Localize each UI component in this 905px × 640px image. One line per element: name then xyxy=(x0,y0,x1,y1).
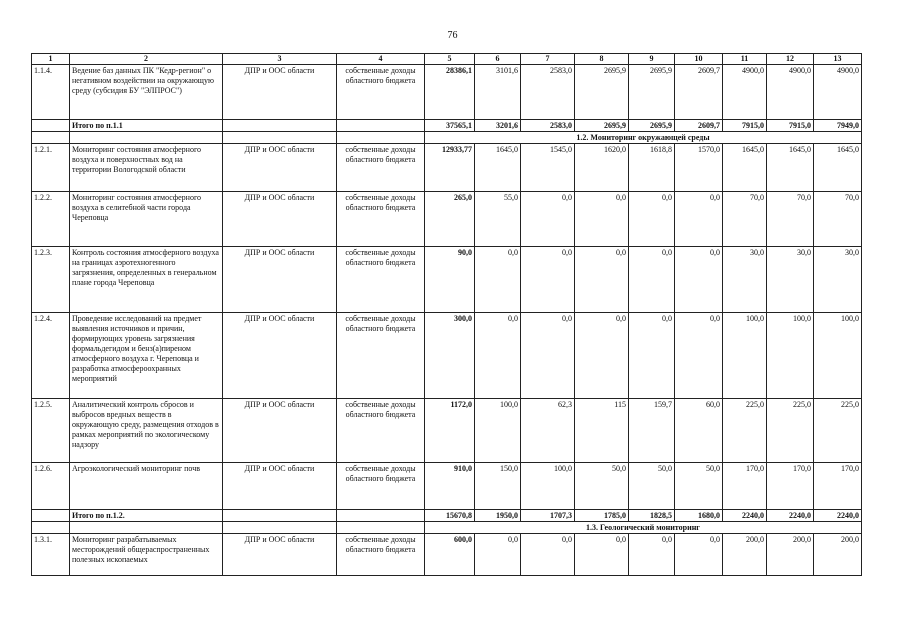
item-executor: ДПР и ООС области xyxy=(223,534,337,576)
value-cell: 600,0 xyxy=(425,534,475,576)
total-value: 2240,0 xyxy=(767,510,814,522)
value-cell: 0,0 xyxy=(629,247,675,313)
total-value: 1680,0 xyxy=(675,510,723,522)
total-value: 2695,9 xyxy=(629,120,675,132)
value-cell: 100,0 xyxy=(767,313,814,399)
total-value: 3201,6 xyxy=(475,120,521,132)
section-spacer xyxy=(337,132,425,144)
section-spacer xyxy=(337,522,425,534)
value-cell: 225,0 xyxy=(814,399,862,463)
value-cell: 225,0 xyxy=(767,399,814,463)
value-cell: 159,7 xyxy=(629,399,675,463)
total-value: 1707,3 xyxy=(521,510,575,522)
item-executor: ДПР и ООС области xyxy=(223,399,337,463)
value-cell: 1570,0 xyxy=(675,144,723,192)
value-cell: 30,0 xyxy=(767,247,814,313)
total-value: 37565,1 xyxy=(425,120,475,132)
item-number: 1.2.5. xyxy=(32,399,70,463)
budget-table xyxy=(31,53,862,576)
value-cell: 100,0 xyxy=(723,313,767,399)
value-cell: 70,0 xyxy=(814,192,862,247)
value-cell: 0,0 xyxy=(521,192,575,247)
item-executor: ДПР и ООС области xyxy=(223,192,337,247)
total-spacer xyxy=(223,510,337,522)
column-header: 12 xyxy=(767,54,814,65)
total-value: 2609,7 xyxy=(675,120,723,132)
value-cell: 50,0 xyxy=(575,463,629,510)
total-value: 1950,0 xyxy=(475,510,521,522)
total-spacer xyxy=(223,120,337,132)
item-number: 1.2.3. xyxy=(32,247,70,313)
column-header: 5 xyxy=(425,54,475,65)
value-cell: 300,0 xyxy=(425,313,475,399)
value-cell: 0,0 xyxy=(575,534,629,576)
value-cell: 200,0 xyxy=(723,534,767,576)
value-cell: 4900,0 xyxy=(814,65,862,120)
section-spacer xyxy=(32,132,70,144)
total-value: 1785,0 xyxy=(575,510,629,522)
item-funding-source: собственные доходы областного бюджета xyxy=(337,144,425,192)
column-header: 10 xyxy=(675,54,723,65)
item-number: 1.3.1. xyxy=(32,534,70,576)
value-cell: 0,0 xyxy=(629,534,675,576)
value-cell: 0,0 xyxy=(521,313,575,399)
value-cell: 3101,6 xyxy=(475,65,521,120)
column-header: 11 xyxy=(723,54,767,65)
total-spacer xyxy=(32,120,70,132)
item-number: 1.2.6. xyxy=(32,463,70,510)
value-cell: 115 xyxy=(575,399,629,463)
value-cell: 0,0 xyxy=(475,534,521,576)
item-funding-source: собственные доходы областного бюджета xyxy=(337,65,425,120)
item-name: Мониторинг состояния атмосферного воздуха в селитебной части города Череповца xyxy=(70,192,223,247)
value-cell: 55,0 xyxy=(475,192,521,247)
total-value: 7949,0 xyxy=(814,120,862,132)
section-spacer xyxy=(70,522,223,534)
item-name: Контроль состояния атмосферного воздуха на границах аэротехногенного загрязнения, определенных в генеральном плане города Череповца xyxy=(70,247,223,313)
value-cell: 100,0 xyxy=(521,463,575,510)
table-row xyxy=(32,192,862,247)
total-value: 7915,0 xyxy=(723,120,767,132)
value-cell: 265,0 xyxy=(425,192,475,247)
column-header: 4 xyxy=(337,54,425,65)
total-spacer xyxy=(337,510,425,522)
item-name: Аналитический контроль сбросов и выбросов вредных веществ в окружающую среду, размещения отходов в рамках мероприятий по экологическому надзору xyxy=(70,399,223,463)
value-cell: 70,0 xyxy=(767,192,814,247)
item-number: 1.2.4. xyxy=(32,313,70,399)
total-value: 7915,0 xyxy=(767,120,814,132)
item-number: 1.2.2. xyxy=(32,192,70,247)
value-cell: 200,0 xyxy=(814,534,862,576)
value-cell: 50,0 xyxy=(629,463,675,510)
value-cell: 2695,9 xyxy=(629,65,675,120)
value-cell: 0,0 xyxy=(675,313,723,399)
item-funding-source: собственные доходы областного бюджета xyxy=(337,534,425,576)
value-cell: 30,0 xyxy=(814,247,862,313)
value-cell: 1545,0 xyxy=(521,144,575,192)
value-cell: 200,0 xyxy=(767,534,814,576)
value-cell: 0,0 xyxy=(521,247,575,313)
value-cell: 1645,0 xyxy=(814,144,862,192)
column-header: 3 xyxy=(223,54,337,65)
value-cell: 90,0 xyxy=(425,247,475,313)
value-cell: 2695,9 xyxy=(575,65,629,120)
table-row xyxy=(32,534,862,576)
value-cell: 0,0 xyxy=(675,534,723,576)
value-cell: 170,0 xyxy=(723,463,767,510)
value-cell: 910,0 xyxy=(425,463,475,510)
value-cell: 0,0 xyxy=(521,534,575,576)
table-row xyxy=(32,463,862,510)
value-cell: 150,0 xyxy=(475,463,521,510)
item-executor: ДПР и ООС области xyxy=(223,247,337,313)
value-cell: 2609,7 xyxy=(675,65,723,120)
value-cell: 1618,8 xyxy=(629,144,675,192)
section-spacer xyxy=(32,522,70,534)
value-cell: 12933,77 xyxy=(425,144,475,192)
page-number: 76 xyxy=(447,30,458,41)
value-cell: 0,0 xyxy=(575,247,629,313)
total-label: Итого по п.1.1 xyxy=(70,120,223,132)
section-title: 1.3. Геологический мониторинг xyxy=(425,522,862,534)
value-cell: 1645,0 xyxy=(475,144,521,192)
total-value: 2240,0 xyxy=(814,510,862,522)
value-cell: 60,0 xyxy=(675,399,723,463)
value-cell: 225,0 xyxy=(723,399,767,463)
value-cell: 30,0 xyxy=(723,247,767,313)
value-cell: 170,0 xyxy=(767,463,814,510)
item-funding-source: собственные доходы областного бюджета xyxy=(337,313,425,399)
section-row xyxy=(32,132,862,144)
section-title: 1.2. Мониторинг окружающей среды xyxy=(425,132,862,144)
total-value: 2695,9 xyxy=(575,120,629,132)
value-cell: 0,0 xyxy=(475,247,521,313)
item-number: 1.1.4. xyxy=(32,65,70,120)
item-funding-source: собственные доходы областного бюджета xyxy=(337,399,425,463)
section-spacer xyxy=(223,522,337,534)
total-value: 15670,8 xyxy=(425,510,475,522)
total-row xyxy=(32,510,862,522)
section-spacer xyxy=(70,132,223,144)
item-funding-source: собственные доходы областного бюджета xyxy=(337,463,425,510)
column-header: 6 xyxy=(475,54,521,65)
total-spacer xyxy=(32,510,70,522)
item-name: Ведение баз данных ПК "Кедр-регион" о негативном воздействии на окружающую среду (субсидия БУ "ЭЛПРОС") xyxy=(70,65,223,120)
total-row xyxy=(32,120,862,132)
section-row xyxy=(32,522,862,534)
value-cell: 0,0 xyxy=(675,247,723,313)
column-header: 13 xyxy=(814,54,862,65)
value-cell: 0,0 xyxy=(475,313,521,399)
item-executor: ДПР и ООС области xyxy=(223,463,337,510)
item-executor: ДПР и ООС области xyxy=(223,144,337,192)
item-executor: ДПР и ООС области xyxy=(223,313,337,399)
value-cell: 1645,0 xyxy=(723,144,767,192)
item-funding-source: собственные доходы областного бюджета xyxy=(337,247,425,313)
value-cell: 50,0 xyxy=(675,463,723,510)
value-cell: 1620,0 xyxy=(575,144,629,192)
table-row xyxy=(32,313,862,399)
item-name: Мониторинг разрабатываемых месторождений общераспространенных полезных ископаемых xyxy=(70,534,223,576)
total-value: 1828,5 xyxy=(629,510,675,522)
column-header: 9 xyxy=(629,54,675,65)
value-cell: 1172,0 xyxy=(425,399,475,463)
table-row xyxy=(32,247,862,313)
section-spacer xyxy=(223,132,337,144)
item-funding-source: собственные доходы областного бюджета xyxy=(337,192,425,247)
value-cell: 4900,0 xyxy=(723,65,767,120)
total-label: Итого по п.1.2. xyxy=(70,510,223,522)
value-cell: 0,0 xyxy=(675,192,723,247)
value-cell: 0,0 xyxy=(575,192,629,247)
item-name: Мониторинг состояния атмосферного воздуха и поверхностных вод на территории Вологодской области xyxy=(70,144,223,192)
table-row xyxy=(32,65,862,120)
value-cell: 0,0 xyxy=(575,313,629,399)
total-value: 2240,0 xyxy=(723,510,767,522)
value-cell: 170,0 xyxy=(814,463,862,510)
value-cell: 0,0 xyxy=(629,313,675,399)
item-name: Агроэкологический мониторинг почв xyxy=(70,463,223,510)
table-row xyxy=(32,144,862,192)
column-header: 7 xyxy=(521,54,575,65)
total-value: 2583,0 xyxy=(521,120,575,132)
total-spacer xyxy=(337,120,425,132)
column-header: 1 xyxy=(32,54,70,65)
value-cell: 100,0 xyxy=(814,313,862,399)
item-executor: ДПР и ООС области xyxy=(223,65,337,120)
header-row xyxy=(32,54,862,65)
value-cell: 2583,0 xyxy=(521,65,575,120)
table-row xyxy=(32,399,862,463)
value-cell: 100,0 xyxy=(475,399,521,463)
value-cell: 70,0 xyxy=(723,192,767,247)
value-cell: 0,0 xyxy=(629,192,675,247)
column-header: 8 xyxy=(575,54,629,65)
item-number: 1.2.1. xyxy=(32,144,70,192)
value-cell: 62,3 xyxy=(521,399,575,463)
value-cell: 28386,1 xyxy=(425,65,475,120)
value-cell: 1645,0 xyxy=(767,144,814,192)
column-header: 2 xyxy=(70,54,223,65)
item-name: Проведение исследований на предмет выявления источников и причин, формирующих уровень загрязнения формальдегидом и бенз(а)пиреном атмосферного воздуха г. Череповца и разработка атмосфероохранных мероприятий xyxy=(70,313,223,399)
value-cell: 4900,0 xyxy=(767,65,814,120)
